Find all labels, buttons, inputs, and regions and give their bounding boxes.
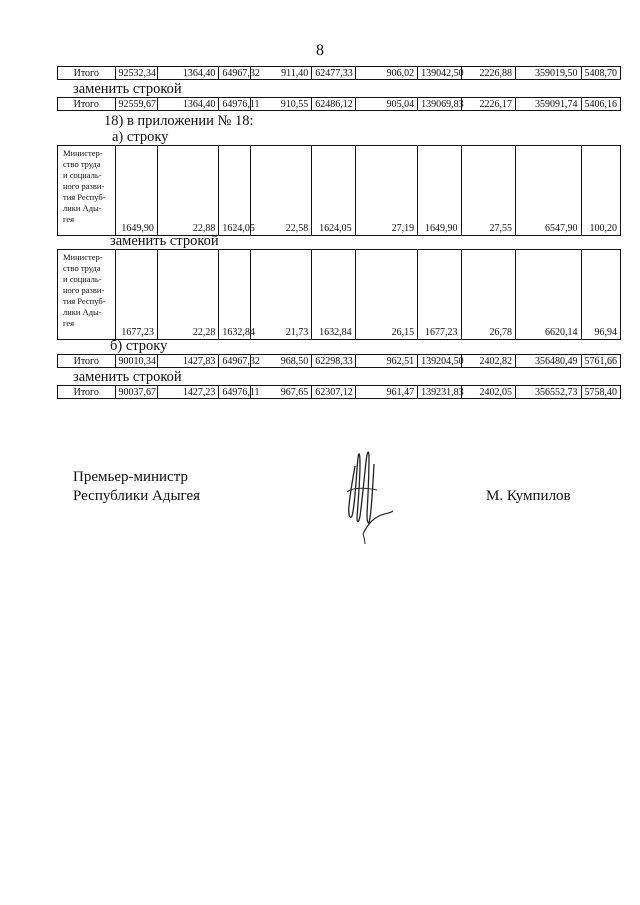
value-cell: 6620,14 [515,250,581,340]
value-cell: 26,15 [355,250,418,340]
value-cell: 21,73 [250,250,312,340]
item-a-label: а) строку [112,129,169,145]
value-cell: 2226,17 [461,98,515,111]
ministry-row-table-original [57,145,621,236]
replace-label: заменить строкой [110,233,219,249]
value-cell: 6547,90 [515,146,581,236]
row-label-cell: Итого [58,355,116,368]
value-cell: 92559,67 [115,98,157,111]
value-cell: 1624,05 [312,146,355,236]
value-cell: 62307,12 [312,386,355,399]
value-cell: 1632,84 [219,250,250,340]
replace-label: заменить строкой [73,81,182,97]
page-number: 8 [316,42,324,59]
value-cell: 64976,11 [219,386,250,399]
table-row [58,386,621,399]
ministry-row-table-replacement [57,249,621,340]
handwritten-signature [333,438,403,548]
table-row [58,146,621,236]
value-cell: 22,28 [157,250,219,340]
value-cell: 1427,83 [157,355,219,368]
value-cell: 5758,40 [581,386,620,399]
value-cell: 5761,66 [581,355,620,368]
value-cell: 5406,16 [581,98,620,111]
value-cell: 62298,33 [312,355,355,368]
total-row-table-original-b [57,354,621,368]
ministry-name-cell: Министер- ство труда и социаль- ного разви- тия Респуб- лики Ады- гея [58,250,116,340]
row-label-cell: Итого [58,98,116,111]
ministry-name-cell: Министер- ство труда и социаль- ного разви- тия Респуб- лики Ады- гея [58,146,116,236]
table-row [58,250,621,340]
value-cell: 2402,82 [461,355,515,368]
value-cell: 100,20 [581,146,620,236]
value-cell: 1632,84 [312,250,355,340]
value-cell: 64967,32 [219,355,250,368]
value-cell: 90010,34 [115,355,157,368]
value-cell: 64976,11 [219,98,250,111]
value-cell: 96,94 [581,250,620,340]
signatory-name: М. Кумпилов [486,488,571,504]
value-cell: 92532,34 [115,67,157,80]
total-row-table-replacement [57,97,621,111]
value-cell: 1364,40 [157,67,219,80]
value-cell: 1649,90 [115,146,157,236]
value-cell: 139042,50 [418,67,461,80]
total-row-table-replacement-b [57,385,621,399]
value-cell: 22,58 [250,146,312,236]
value-cell: 359091,74 [515,98,581,111]
row-label-cell: Итого [58,386,116,399]
value-cell: 90037,67 [115,386,157,399]
value-cell: 911,40 [250,67,312,80]
total-row-table-original [57,66,621,80]
value-cell: 27,19 [355,146,418,236]
signatory-title-line1: Премьер-министр [73,469,188,485]
value-cell: 906,02 [355,67,418,80]
value-cell: 1677,23 [418,250,461,340]
value-cell: 962,51 [355,355,418,368]
value-cell: 64967,32 [219,67,250,80]
table-row [58,355,621,368]
value-cell: 910,55 [250,98,312,111]
value-cell: 2402,05 [461,386,515,399]
value-cell: 356552,73 [515,386,581,399]
item-b-label: б) строку [110,338,168,354]
value-cell: 62477,33 [312,67,355,80]
value-cell: 968,50 [250,355,312,368]
value-cell: 905,04 [355,98,418,111]
value-cell: 139231,83 [418,386,461,399]
value-cell: 2226,88 [461,67,515,80]
value-cell: 1427,23 [157,386,219,399]
value-cell: 1649,90 [418,146,461,236]
value-cell: 5408,70 [581,67,620,80]
value-cell: 1364,40 [157,98,219,111]
value-cell: 139069,83 [418,98,461,111]
value-cell: 62486,12 [312,98,355,111]
signatory-title-line2: Республики Адыгея [73,488,201,504]
value-cell: 356480,49 [515,355,581,368]
appendix-heading: 18) в приложении № 18: [104,113,254,129]
value-cell: 1624,05 [219,146,250,236]
signatory-title [73,468,200,506]
value-cell: 1677,23 [115,250,157,340]
value-cell: 22,88 [157,146,219,236]
row-label-cell: Итого [58,67,116,80]
value-cell: 26,78 [461,250,515,340]
table-row [58,67,621,80]
value-cell: 359019,50 [515,67,581,80]
value-cell: 27,55 [461,146,515,236]
replace-label: заменить строкой [73,369,182,385]
value-cell: 967,65 [250,386,312,399]
value-cell: 961,47 [355,386,418,399]
value-cell: 139204,50 [418,355,461,368]
table-row [58,98,621,111]
